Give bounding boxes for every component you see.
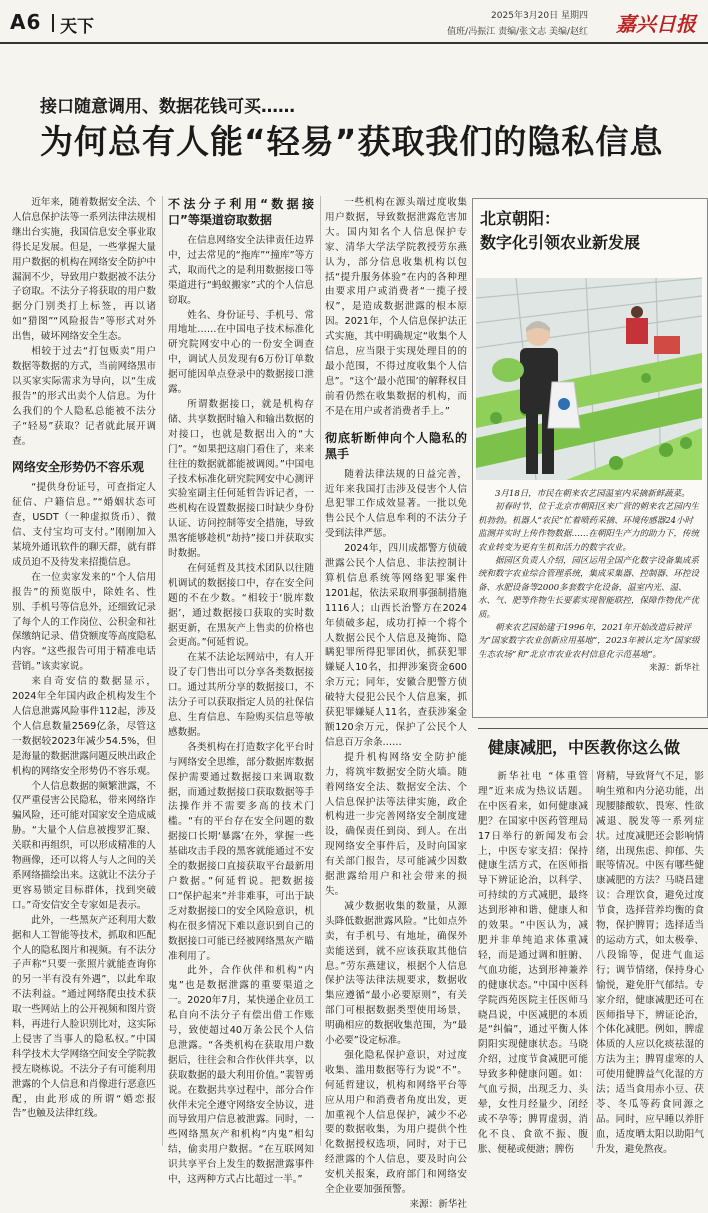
section-name: 天下 [60,17,94,37]
newspaper-logo: 嘉兴日报 [616,12,696,36]
editor-credits: 值班/冯振江 责编/张文志 美编/赵红 [447,27,588,37]
page-number: A6 [10,10,42,34]
paragraph: 个人信息数据的频繁泄露，不仅严重侵害公民隐私，带来网络诈骗风险，还可能对国家安全造成威胁。“大量个人信息被搜罗汇聚、关联和再组织，可以形成精准的人物画像，还可以将人与人之间的关系网络描绘出来。这就让不法分子更容易锁定目标群体，找到突破口。”奇安信安全专家如是表示。 [12,780,156,911]
paragraph: 相较于过去“打包贩卖”用户数据等数据的方式，当前网络黑市以买家实际需求为导向，以“生成报告”的形式出卖个人信息。为什么我们的个人隐私总能被不法分子“轻易”获取？记者就此展开调查。 [12,346,156,447]
column-divider [592,770,593,1148]
article-source: 来源：新华社 [409,1199,467,1210]
paragraph: 肾精，导致肾气不足，影响生殖和内分泌功能，出现腰膝酸软、畏寒、性欲减退、脱发等一系列症状。过度减肥还会影响情绪，出现焦虑、抑郁、失眠等情况。中医有哪些健康减肥的方法？马晓昌建议：合理饮食，避免过度节食，选择营养均衡的食物，保护脾胃；选择适当的运动方式，如太极拳、八段锦等，促进气血运行；调节情绪，保持身心愉悦，避免肝气郁结。专家介绍，健康减肥还可在医师指导下，辨证论治，个体化减肥。例如，脾虚体质的人应以化痰祛湿的方法为主；脾胃虚寒的人可使用健脾益气化湿的方法；适当食用赤小豆、茯苓、冬瓜等药食同源之品。同时，应早睡以养肝血，适度晒太阳以助阳气升发，避免熬夜。 [596,771,704,1155]
photo-caption [478,488,700,676]
paragraph: 随着法律法规的日益完善，近年来我国打击涉及侵害个人信息犯罪工作成效显著。一批以免售公民个人信息牟利的不法分子受到法律严惩。 [325,468,467,540]
paragraph: 近年来，随着数据安全法、个人信息保护法等一系列法律法规相继出台实施，我国信息安全事业取得长足发展。但是，一些掌握大量用户数据的机构在网络安全防护中漏洞不少，导致用户数据被不法分子窃取。不法分子将获取的用户数据分门别类打上标签，再以诸如“猎图”“风险报告”等形式对外出售，破坏网络安全生态。 [12,197,156,343]
column-divider [162,196,163,1146]
paragraph: 在何延哲及其技术团队以往随机调试的数据接口中，存在安全问题的不在少数。“相较于‘脱库数据’，通过数据接口获取的实时数据更新，在黑灰产上售卖的价格也会更高。”何延哲说。 [168,562,314,649]
masthead [0,0,708,44]
health-story-column-1 [478,770,588,1155]
paragraph: 所谓数据接口，就是机构存储、共享数据时输入和输出数据的对接口，也就是数据出入的“大门”。“如果把这扇门看住了，来来往往的数据就都能被调阅。”中国电子技术标准化研究院网安中心测评实验室副主任何延哲告诉记者，一些机构在设置数据接口时缺少身份认证、访问控制等安全措施，导致黑客能够趁机“劫持”接口并获取实时数据。 [168,398,314,560]
paragraph: 在一位卖家发来的“个人信用报告”的预览版中，除姓名、性别、手机号等信息外，还细致记录了每个人的工作岗位、公积金和社保缴纳记录、借贷额度等高度隐私内容。“这些报告可用于精准电话营销。”该卖家说。 [12,571,156,673]
paragraph: 新华社电 “体重管理”近来成为热议话题。在中医看来，如何健康减肥？在国家中医药管理局17日举行的新闻发布会上，中医专家支招：保持健康生活方式，在医师指导下辨证论治，以科学、可持续的方式减肥，最终达到形神和谐、健康人和的效果。“中医认为，减肥并非单纯追求体重减轻，而是通过调和脏腑、气血功能，达到形神兼养的健康状态。”中国中医科学院西苑医院主任医师马晓昌说，中医减肥的本质是“纠偏”，通过平衡人体阴阳实现健康状态。马晓介绍，过度节食减肥可能导致多种健康问题。如：气血亏损，出现乏力、头晕，女性月经量少、闭经或不孕等；脾胃虚弱，消化不良、食欲不振、腹胀、便秘或便溏；脾伤 [478,771,588,1155]
health-story-title: 健康减肥，中医教你这么做 [488,738,681,757]
column-divider [320,196,321,1146]
paragraph: 各类机构在打造数字化平台时与网络安全思维，部分数据库数据保护需要通过数据接口来调取数据，而通过数据接口获取数据等手法操作并不需要多高的技术门槛。“有的平台存在安全问题的数据接口长期‘暴露’在外，掌握一些基础攻击手段的黑客就能通过不安全的数据接口直接获取平台最新用户数据。”何延哲说。把数据接口“保护起来”并非难事，可出于缺乏对数据接口的安全风险意识，机构在很多情况下难以意识到自己的数据接口可能已经被网络黑灰产瞄准利用了。 [168,741,314,962]
paragraph: 提升机构网络安全防护能力，将筑牢数据安全防火墙。随着网络安全法、数据安全法、个人信息保护法等法律实施，政企机构进一步完善网络安全制度建设，确保责任到岗、到人。在出现网络安全事件后，及时向国家有关部门报告，尽可能减少因数据泄露给用户和社会带来的损失。 [325,751,467,897]
issue-date: 2025年3月20日 星期四 [491,11,588,21]
greenhouse-photo [476,278,702,480]
sidebar-story-subtitle: 数字化引领农业新发展 [480,233,641,252]
caption-paragraph: 朝来农艺园始建于1996年，2021年开始改造后被评为“国家数字农业创新应用基地”，2023年被认定为“国家级生态农场”和“北京市农业农村信息化示范基地”。 [478,623,700,660]
article-headline: 为何总有人能“轻易”获取我们的隐私信息 [40,122,664,161]
paragraph: 在信息网络安全法律责任边界中，过去常见的“拖库”“撞库”等方式，取而代之的是利用数据接口等渠道进行“蚂蚁搬家”式的个人信息窃取。 [168,235,314,306]
paragraph: “提供身份证号，可查指定人征信、户籍信息。”“婚姻状态可查，USDT（一种虚拟货币）、微信、支付宝均可支付。”刚刚加入某境外通讯软件的聊天群，就有群成员迫不及待发来招揽信息。 [12,482,156,568]
paragraph: 姓名、身份证号、手机号、常用地址……在中国电子技术标准化研究院网安中心的一份安全调查中，调试人员发现有6万份订单数据可能因单点登录中的数据接口泄露。 [168,309,314,396]
paragraph: 一些机构在源头端过度收集用户数据，导致数据泄露危害加大。国内知名个人信息保护专家、清华大学法学院教授劳东燕认为，部分信息收集机构以包括“提升服务体验”在内的各种理由要求用户或消费者“一揽子授权”，是造成数据泄露的根本原因。2021年，个人信息保护法正式实施，其中明确规定“收集个人信息，应当限于实现处理目的的最小范围，不得过度收集个人信息”。“这个‘最小范围’的解释权目前看仍然在收集数据的机构，而不是在用户或者消费者手上。” [325,197,467,417]
paragraph: 此外，合作伙伴和机构“内鬼”也是数据泄露的重要渠道之一。2020年7月，某快递企业员工私自向不法分子有偿出借工作账号，致使超过40万条公民个人信息泄露。“各类机构在获取用户数据后，往往会和合作伙伴共享，以获取数据的最大利用价值。”裴智勇说。在数据共享过程中，部分合作伙伴未完全遵守网络安全协议，进而导致用户信息被泄露。同时，一些网络黑灰产和机构“内鬼”相勾结，偷卖用户数据。“在互联网知识共享平台上发生的数据泄露事件中，这两种方式占比超过一半。” [168,965,314,1186]
caption-source: 来源：新华社 [648,663,700,674]
health-story-rule [478,728,708,729]
paragraph: 强化隐私保护意识，对过度收集、滥用数据等行为说“不”。何延哲建议，机构和网络平台等应从用户和消费者角度出发，更加重视个人信息保护，减少不必要的数据收集，为用户提供个性化数据授权选项，同时，对于已经泄露的个人信息，要及时向公安机关报案，政府部门和网络安全企业要加强预警。 [325,1049,467,1196]
paragraph: 2024年，四川成都警方侦破泄露公民个人信息、非法控制计算机信息系统等网络犯罪案件1201起，依法采取刑事强制措施1116人；山西长治警方在2024年侦破多起，成功打掉一个将个人数据公民个人信息及掩饰、隐瞒犯罪所得犯罪团伙，抓获犯罪嫌疑人10名，扣押涉案资金600余万元；同年，安徽合肥警方侦破特大侵犯公民个人信息案，抓获犯罪嫌疑人11名，查获涉案金额120余万元，保护了公民个人信息百万余条…… [325,543,467,748]
paragraph: 减少数据收集的数量，从源头降低数据泄露风险。“比如点外卖，有手机号、有地址，确保外卖能送到，就不应该获取其他信息。”劳东燕建议，根据个人信息保护法等法律法规要求，数据收集应遵循“最小必要原则”，有关部门可根据数据类型使用场景，明确相应的数据收集范围，为“最小必要”设定标准。 [325,900,467,1047]
greenhouse-photo-illustration [476,278,702,480]
section-heading: 网络安全形势仍不容乐观 [12,460,145,475]
article-subheadline: 接口随意调用、数据花钱可买…… [40,97,295,117]
paragraph: 来自奇安信的数据显示，2024年全年国内政企机构发生个人信息泄露风险事件112起，涉及个人信息数量2569亿条，尽管这一数据较2023年减少54.5%，但是海量的数据泄露问题反映出政企机构的网络安全形势仍不容乐观。 [12,676,156,777]
sidebar-story-title: 北京朝阳： [480,209,561,228]
caption-paragraph: 据园区负责人介绍，园区运用全国产化数字设备集成系统和数字农业综合管理系统，集成采集器、控制器、环控设备、水肥设备等2000多套数字化设备，温室内光、温、水、气、肥等作物生长要素实现智能联控，保障作物优产优质。 [478,556,700,620]
article-column-1 [12,196,156,1146]
masthead-separator [52,14,54,32]
health-story-column-2 [596,770,704,1155]
paragraph: 此外，一些黑灰产还利用大数据和人工智能等技术，抓取和匹配个人的隐私图片和视频。有不法分子声称“只要一张照片就能查询你的另一半有没有外遇”，以此牟取不法利益。“通过网络爬虫技术获取一些网站上的公开视频和图片资料，再进行人脸识别比对，这实际上侵害了当事人的隐私权。”中国科学技术大学网络空间安全学院教授左晓栋说。不法分子有可能利用泄露的个人信息和肖像进行恶意匹配，由此形成的所谓“婚恋报告”也触及法律红线。 [12,914,156,1120]
section-heading: 不法分子利用“数据接口”等渠道窃取数据 [168,197,314,227]
section-heading: 彻底斩断伸向个人隐私的黑手 [325,430,467,461]
paragraph: 在某不法论坛网站中，有人开设了专门售出可以分享各类数据接口。通过其所分享的数据接口，不法分子可以获取指定人员的社保信息、生育信息、车险购买信息等敏感数据。 [168,652,314,738]
caption-paragraph: 初春时节，位于北京市朝阳区来广营的朝来农艺园内生机勃勃。机器人“农民”忙着喷药采摘、环境传感器24小时监测并实时上传作物数据……在朝阳生产力的助力下，传统农业转变为更有生机和活力的数字农业。 [478,502,700,553]
article-column-3 [325,196,467,1210]
caption-paragraph: 3月18日，市民在朝来农艺园温室内采摘新鲜蔬菜。 [495,489,690,499]
article-column-2 [168,196,314,1186]
